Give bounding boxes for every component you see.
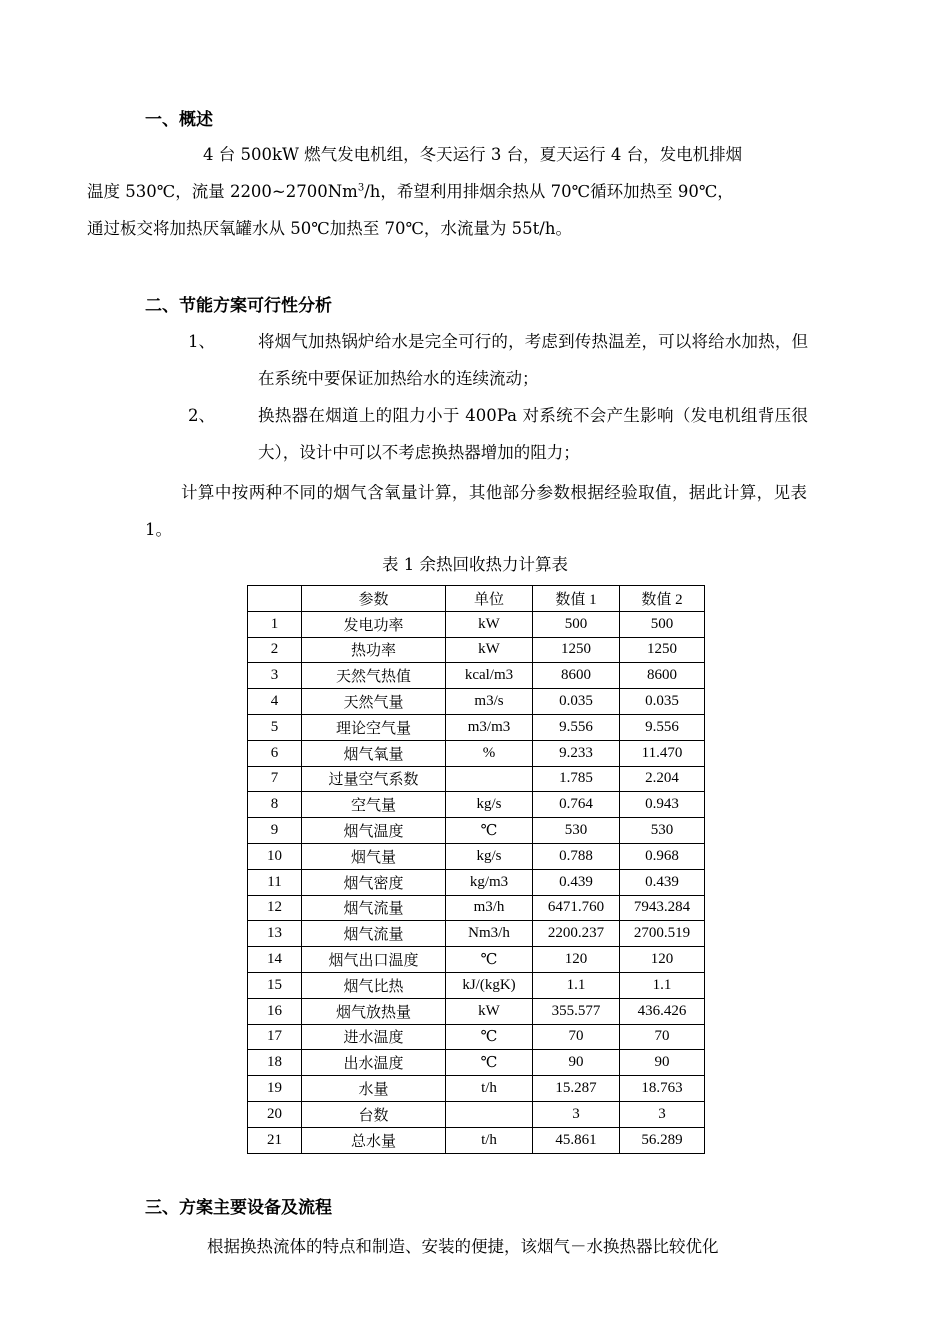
cell-unit: Nm3/h bbox=[446, 921, 533, 947]
table-row bbox=[248, 869, 705, 895]
cell-value-2: 436.426 bbox=[620, 998, 705, 1024]
cell-value-2: 0.439 bbox=[620, 869, 705, 895]
table-row bbox=[248, 637, 705, 663]
cell-value-1: 355.577 bbox=[533, 998, 620, 1024]
cell-value-2: 2700.519 bbox=[620, 921, 705, 947]
header-value-1: 数值 1 bbox=[533, 586, 620, 612]
table-row bbox=[248, 689, 705, 715]
cell-parameter: 总水量 bbox=[302, 1127, 446, 1153]
list-item-1-text: 将烟气加热锅炉给水是完全可行的，考虑到传热温差，可以将给水加热，但在系统中要保证加热给水的连续流动； bbox=[258, 332, 808, 388]
cell-index: 16 bbox=[248, 998, 302, 1024]
cell-unit: kJ/(kgK) bbox=[446, 972, 533, 998]
cell-index: 10 bbox=[248, 843, 302, 869]
table-row bbox=[248, 1050, 705, 1076]
cell-index: 15 bbox=[248, 972, 302, 998]
cell-value-1: 120 bbox=[533, 947, 620, 973]
cell-value-2: 500 bbox=[620, 611, 705, 637]
table-row bbox=[248, 843, 705, 869]
cell-unit: kW bbox=[446, 637, 533, 663]
cell-value-2: 530 bbox=[620, 818, 705, 844]
table-caption: 表 1 余热回收热力计算表 bbox=[382, 555, 568, 574]
cell-parameter: 发电功率 bbox=[302, 611, 446, 637]
cell-index: 17 bbox=[248, 1024, 302, 1050]
cell-value-2: 0.968 bbox=[620, 843, 705, 869]
cell-index: 14 bbox=[248, 947, 302, 973]
cell-value-2: 0.943 bbox=[620, 792, 705, 818]
section-1-paragraph bbox=[87, 136, 807, 247]
cell-value-2: 1250 bbox=[620, 637, 705, 663]
section-1-line-2a: 温度 530℃，流量 2200~2700Nm bbox=[87, 182, 358, 201]
cell-value-1: 500 bbox=[533, 611, 620, 637]
section-1-heading: 一、概述 bbox=[145, 110, 213, 130]
table-row bbox=[248, 998, 705, 1024]
cell-value-1: 0.764 bbox=[533, 792, 620, 818]
section-1-line-2b: /h，希望利用排烟余热从 70℃循环加热至 90℃， bbox=[364, 182, 734, 201]
cell-unit: m3/m3 bbox=[446, 714, 533, 740]
cell-value-1: 1250 bbox=[533, 637, 620, 663]
cell-index: 13 bbox=[248, 921, 302, 947]
table-row bbox=[248, 921, 705, 947]
cell-unit: kW bbox=[446, 611, 533, 637]
cell-unit: m3/h bbox=[446, 895, 533, 921]
cell-value-1: 45.861 bbox=[533, 1127, 620, 1153]
table-row bbox=[248, 1076, 705, 1102]
cell-value-1: 0.439 bbox=[533, 869, 620, 895]
cell-value-2: 2.204 bbox=[620, 766, 705, 792]
cell-parameter: 烟气流量 bbox=[302, 895, 446, 921]
cell-value-1: 3 bbox=[533, 1101, 620, 1127]
table-row bbox=[248, 1127, 705, 1153]
cell-value-1: 15.287 bbox=[533, 1076, 620, 1102]
table-row bbox=[248, 1101, 705, 1127]
table-row bbox=[248, 611, 705, 637]
cell-parameter: 天然气量 bbox=[302, 689, 446, 715]
cell-unit: kg/m3 bbox=[446, 869, 533, 895]
section-1-line-3: 通过板交将加热厌氧罐水从 50℃加热至 70℃，水流量为 55t/h。 bbox=[87, 219, 572, 238]
cell-unit: kcal/m3 bbox=[446, 663, 533, 689]
cell-value-1: 0.788 bbox=[533, 843, 620, 869]
cell-unit: kW bbox=[446, 998, 533, 1024]
cell-index: 19 bbox=[248, 1076, 302, 1102]
cell-value-1: 530 bbox=[533, 818, 620, 844]
table-row bbox=[248, 972, 705, 998]
list-item-1-number: 1、 bbox=[188, 332, 215, 351]
cell-parameter: 天然气热值 bbox=[302, 663, 446, 689]
cell-unit: ℃ bbox=[446, 947, 533, 973]
cell-value-2: 3 bbox=[620, 1101, 705, 1127]
cell-parameter: 水量 bbox=[302, 1076, 446, 1102]
table-row bbox=[248, 663, 705, 689]
table-row bbox=[248, 792, 705, 818]
table-row bbox=[248, 947, 705, 973]
cell-index: 4 bbox=[248, 689, 302, 715]
cell-unit: t/h bbox=[446, 1076, 533, 1102]
table-row bbox=[248, 818, 705, 844]
cell-unit: ℃ bbox=[446, 1024, 533, 1050]
cell-index: 8 bbox=[248, 792, 302, 818]
cell-value-1: 1.785 bbox=[533, 766, 620, 792]
cell-unit: ℃ bbox=[446, 818, 533, 844]
cell-value-2: 120 bbox=[620, 947, 705, 973]
section-3-heading: 三、方案主要设备及流程 bbox=[145, 1198, 332, 1218]
cell-index: 2 bbox=[248, 637, 302, 663]
cell-value-2: 18.763 bbox=[620, 1076, 705, 1102]
cell-parameter: 烟气出口温度 bbox=[302, 947, 446, 973]
cell-value-1: 0.035 bbox=[533, 689, 620, 715]
cell-value-2: 56.289 bbox=[620, 1127, 705, 1153]
cell-value-1: 8600 bbox=[533, 663, 620, 689]
cell-unit: t/h bbox=[446, 1127, 533, 1153]
cell-parameter: 烟气温度 bbox=[302, 818, 446, 844]
cell-index: 3 bbox=[248, 663, 302, 689]
cell-parameter: 过量空气系数 bbox=[302, 766, 446, 792]
cell-parameter: 理论空气量 bbox=[302, 714, 446, 740]
cell-parameter: 烟气放热量 bbox=[302, 998, 446, 1024]
cell-parameter: 烟气流量 bbox=[302, 921, 446, 947]
table-row bbox=[248, 714, 705, 740]
list-item-2-number: 2、 bbox=[188, 406, 215, 425]
cell-unit: kg/s bbox=[446, 792, 533, 818]
cell-index: 5 bbox=[248, 714, 302, 740]
cell-value-2: 9.556 bbox=[620, 714, 705, 740]
cell-index: 1 bbox=[248, 611, 302, 637]
superscript-3: 3 bbox=[357, 182, 365, 194]
section-2-heading: 二、节能方案可行性分析 bbox=[145, 296, 332, 316]
cell-unit: % bbox=[446, 740, 533, 766]
cell-parameter: 进水温度 bbox=[302, 1024, 446, 1050]
cell-unit: m3/s bbox=[446, 689, 533, 715]
cell-unit bbox=[446, 766, 533, 792]
cell-value-1: 1.1 bbox=[533, 972, 620, 998]
cell-parameter: 出水温度 bbox=[302, 1050, 446, 1076]
cell-index: 7 bbox=[248, 766, 302, 792]
cell-value-1: 70 bbox=[533, 1024, 620, 1050]
cell-parameter: 烟气比热 bbox=[302, 972, 446, 998]
cell-unit: ℃ bbox=[446, 1050, 533, 1076]
table-row bbox=[248, 740, 705, 766]
table-row bbox=[248, 895, 705, 921]
cell-parameter: 台数 bbox=[302, 1101, 446, 1127]
section-3-paragraph: 根据换热流体的特点和制造、安装的便捷，该烟气－水换热器比较优化 bbox=[207, 1237, 719, 1256]
cell-unit bbox=[446, 1101, 533, 1127]
cell-index: 6 bbox=[248, 740, 302, 766]
cell-parameter: 空气量 bbox=[302, 792, 446, 818]
cell-index: 12 bbox=[248, 895, 302, 921]
cell-value-2: 8600 bbox=[620, 663, 705, 689]
cell-value-1: 6471.760 bbox=[533, 895, 620, 921]
cell-value-2: 11.470 bbox=[620, 740, 705, 766]
table-header-row bbox=[248, 586, 705, 612]
cell-value-2: 70 bbox=[620, 1024, 705, 1050]
cell-value-1: 9.233 bbox=[533, 740, 620, 766]
cell-parameter: 烟气量 bbox=[302, 843, 446, 869]
cell-value-1: 9.556 bbox=[533, 714, 620, 740]
header-unit: 单位 bbox=[446, 586, 533, 612]
cell-parameter: 热功率 bbox=[302, 637, 446, 663]
cell-value-2: 90 bbox=[620, 1050, 705, 1076]
cell-parameter: 烟气氧量 bbox=[302, 740, 446, 766]
header-parameter: 参数 bbox=[302, 586, 446, 612]
cell-parameter: 烟气密度 bbox=[302, 869, 446, 895]
cell-index: 11 bbox=[248, 869, 302, 895]
cell-value-1: 2200.237 bbox=[533, 921, 620, 947]
cell-value-2: 7943.284 bbox=[620, 895, 705, 921]
cell-index: 20 bbox=[248, 1101, 302, 1127]
heat-recovery-table bbox=[247, 585, 705, 1154]
cell-index: 21 bbox=[248, 1127, 302, 1153]
cell-value-2: 1.1 bbox=[620, 972, 705, 998]
table-row bbox=[248, 766, 705, 792]
section-1-line-1: 4 台 500kW 燃气发电机组，冬天运行 3 台，夏天运行 4 台，发电机排烟 bbox=[203, 145, 743, 164]
table-row bbox=[248, 1024, 705, 1050]
cell-index: 18 bbox=[248, 1050, 302, 1076]
cell-index: 9 bbox=[248, 818, 302, 844]
header-index bbox=[248, 586, 302, 612]
list-item-2-text: 换热器在烟道上的阻力小于 400Pa 对系统不会产生影响（发电机组背压很大），设计中可以不考虑换热器增加的阻力； bbox=[258, 406, 808, 462]
cell-value-2: 0.035 bbox=[620, 689, 705, 715]
cell-value-1: 90 bbox=[533, 1050, 620, 1076]
cell-unit: kg/s bbox=[446, 843, 533, 869]
header-value-2: 数值 2 bbox=[620, 586, 705, 612]
section-2-paragraph: 计算中按两种不同的烟气含氧量计算，其他部分参数根据经验取值，据此计算，见表 1。 bbox=[145, 483, 807, 539]
